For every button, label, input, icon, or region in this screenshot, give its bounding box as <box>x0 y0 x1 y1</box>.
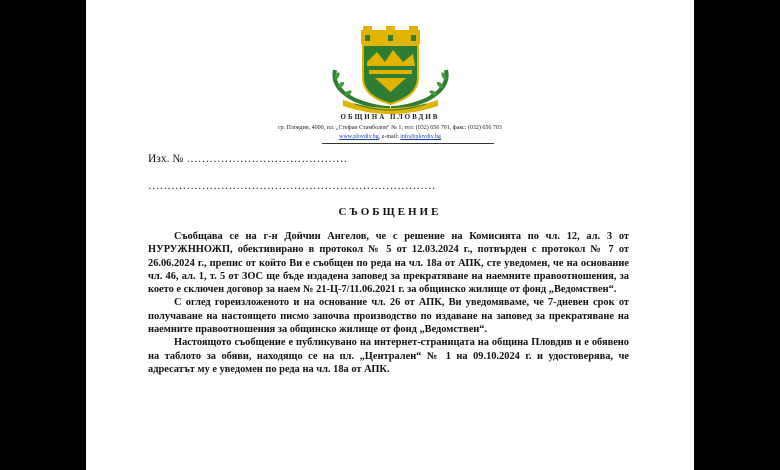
org-name: ОБЩИНА ПЛОВДИВ <box>340 113 440 121</box>
plovdiv-coat-of-arms-logo <box>325 26 456 114</box>
email-link[interactable]: info@plovdiv.bg <box>400 134 441 140</box>
header-divider <box>322 143 494 144</box>
org-address: гр. Пловдив, 4000, пл. „Стефан Стамболов“ № 1, тел: (032) 656 701, факс: (032) 656 703 <box>278 125 502 131</box>
paragraph-3: Настоящото съобщение е публикувано на интернет-страницата на община Пловдив и е обявено на таблото за обяви, находящо се на пл. „Централен“ № 1 на 09.10.2024 г. и удостоверява, че адресатът му е уведомен по реда на чл. 18а от АПК. <box>148 337 629 375</box>
date-line: ………………………………………………………………… <box>148 180 436 192</box>
outgoing-number-line: Изх. № …………………………………… <box>148 153 348 165</box>
website-link[interactable]: www.plovdiv.bg <box>339 134 379 140</box>
org-contacts <box>86 134 694 140</box>
document-body <box>148 230 629 376</box>
email-label: , e-mail: <box>378 134 399 140</box>
document-title: СЪОБЩЕНИЕ <box>338 206 442 218</box>
paragraph-2: С оглед гореизложеното и на основание чл. 26 от АПК, Ви уведомяваме, че 7-дневен срок от получаване на настоящето писмо започва производство по издаване на заповед за прекратяване на наемните правоотношения за общинско жилище от фонд „Ведомствен“. <box>148 297 629 336</box>
paragraph-1: Съобщава се на г-н Дойчин Ангелов, че с решение на Комисията по чл. 12, ал. 3 от НУРУЖННОЖП, обективирано в протокол № 5 от 12.03.2024 г., потвърден с протокол № 7 от 26.06.2024 г., препис от който Ви е съобщен по реда на чл. 18а от АПК, сте уведомен, че на основание чл. 46, ал. 1, т. 5 от ЗОС ще бъде издадена заповед за прекратяване на наемните правоотношения, за което е сключен договор за наем № 21-Ц-7/11.06.2021 г. за общинско жилище от фонд „Ведомствен“. <box>148 231 629 296</box>
document-page <box>86 0 694 470</box>
